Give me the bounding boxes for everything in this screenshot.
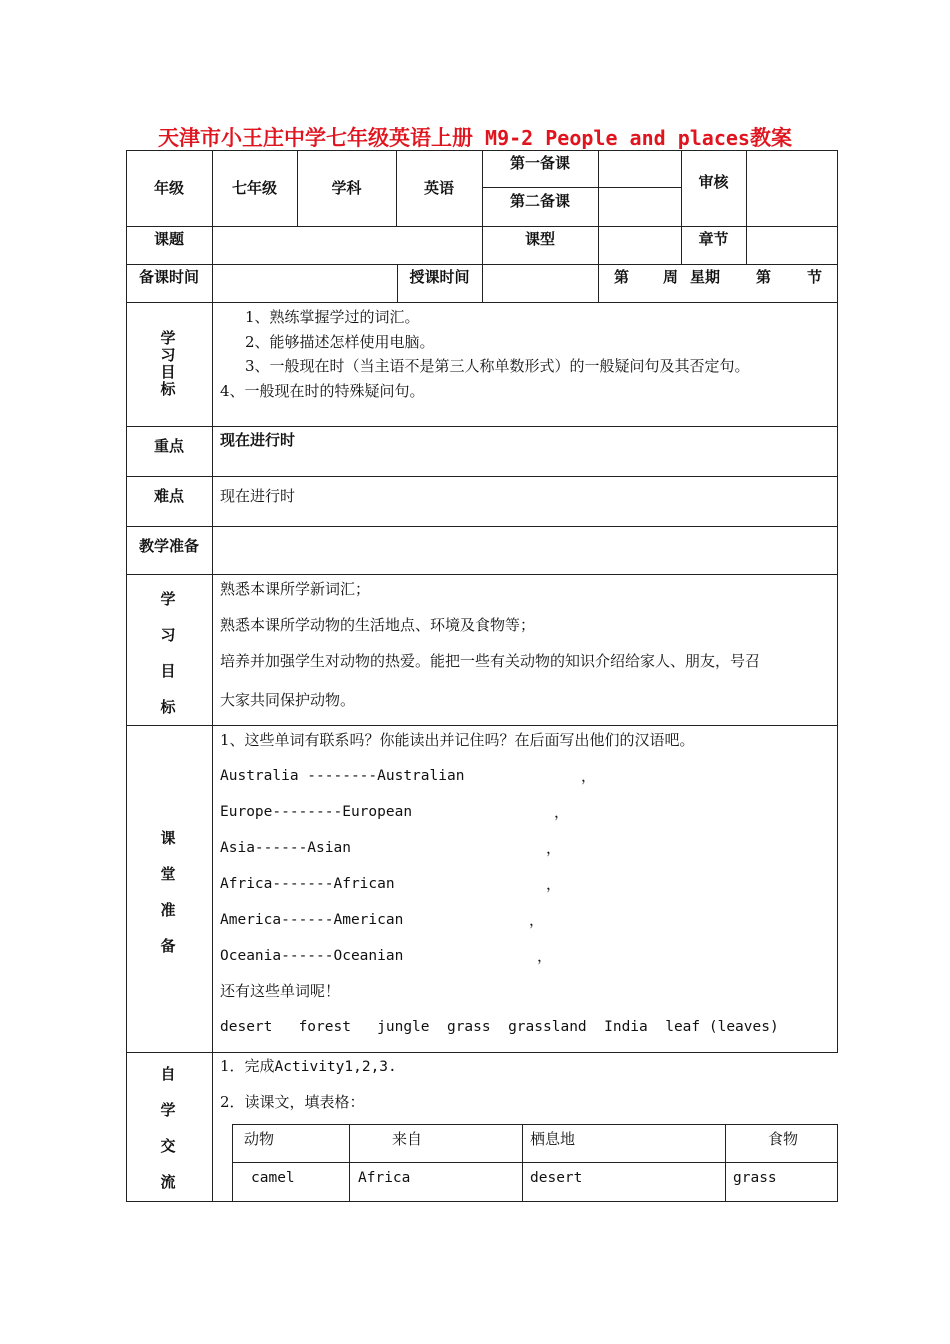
word-pair: Africa-------African [220, 876, 395, 892]
word-pair: Asia------Asian [220, 840, 351, 856]
grade-label: 年级 [153, 179, 184, 197]
difficulty-value: 现在进行时 [220, 487, 296, 505]
blank-comma: ， [546, 839, 562, 857]
animal-table-header: 栖息地 [530, 1130, 576, 1148]
word-pair: Oceania------Oceanian [220, 948, 404, 964]
animal-table-cell: Africa [358, 1170, 411, 1186]
prep-intro: 1、这些单词有联系吗？你能读出并记住吗？在后面写出他们的汉语吧。 [220, 731, 695, 749]
blank-comma: ， [581, 767, 597, 785]
objective-item: 培养并加强学生对动物的热爱。能把一些有关动物的知识介绍给家人、朋友，号召 [220, 652, 761, 670]
blank-comma: ， [537, 947, 553, 965]
topic-label: 课题 [153, 230, 184, 248]
difficulty-label: 难点 [153, 487, 184, 505]
objectives-label: 学 习 目 标 [160, 590, 176, 716]
period-prefix: 第 [756, 268, 772, 286]
step-one: 1．完成Activity1,2,3. [220, 1057, 397, 1075]
teach-time-label: 授课时间 [409, 268, 470, 286]
goal-item: 1、熟练掌握学过的词汇。 [245, 308, 420, 326]
subject-value: 英语 [423, 179, 454, 197]
page-title [0, 122, 950, 152]
review-label: 审核 [698, 173, 729, 191]
word-pair: Europe--------European [220, 804, 413, 820]
title-suffix: 教案 [749, 126, 792, 150]
goal-item: 4、一般现在时的特殊疑问句。 [220, 382, 425, 400]
objective-item: 熟悉本课所学动物的生活地点、环境及食物等； [220, 616, 536, 634]
prep-time-label: 备课时间 [138, 268, 199, 286]
lesson-type-label: 课型 [524, 230, 555, 248]
word-pair: America------American [220, 912, 404, 928]
week-suffix: 周 [663, 268, 679, 286]
first-prep-label: 第一备课 [509, 154, 570, 172]
second-prep-label: 第二备课 [509, 192, 570, 210]
focus-label: 重点 [153, 437, 184, 455]
weekday-label: 星期 [690, 268, 721, 286]
chapter-label: 章节 [698, 230, 729, 248]
objective-item: 熟悉本课所学新词汇； [220, 580, 371, 598]
focus-value: 现在进行时 [220, 431, 296, 449]
vocabulary-list: desert forest jungle grass grassland India leaf (leaves) [220, 1019, 779, 1035]
period-suffix: 节 [807, 268, 823, 286]
step-two: 2．读课文，填表格： [220, 1093, 365, 1111]
self-study-label: 自 学 交 流 [160, 1065, 176, 1191]
classroom-prep-label: 课 堂 准 备 [160, 829, 176, 955]
animal-table-cell: camel [251, 1170, 295, 1186]
title-prefix: 天津市小王庄中学七年级英语上册 [158, 126, 474, 150]
animal-table-header: 食物 [768, 1130, 799, 1148]
materials-label: 教学准备 [138, 537, 199, 555]
goal-item: 2、能够描述怎样使用电脑。 [245, 333, 435, 351]
animal-table-cell: grass [733, 1170, 777, 1186]
goal-item: 3、一般现在时（当主语不是第三人称单数形式）的一般疑问句及其否定句。 [245, 357, 750, 375]
week-prefix: 第 [614, 268, 630, 286]
title-code: M9-2 People and places [473, 126, 750, 150]
blank-comma: ， [546, 875, 562, 893]
animal-table-header: 来自 [392, 1130, 423, 1148]
grade-value: 七年级 [231, 179, 277, 197]
more-words-note: 还有这些单词呢！ [220, 982, 341, 1000]
blank-comma: ， [529, 911, 545, 929]
word-pair: Australia --------Australian [220, 768, 465, 784]
animal-table-header: 动物 [244, 1130, 275, 1148]
animal-table-cell: desert [530, 1170, 583, 1186]
lesson-plan-table [126, 150, 838, 1202]
goals-label: 学 习 目 标 [160, 329, 176, 398]
objective-item: 大家共同保护动物。 [220, 691, 356, 709]
blank-comma: ， [554, 803, 570, 821]
subject-label: 学科 [331, 179, 362, 197]
